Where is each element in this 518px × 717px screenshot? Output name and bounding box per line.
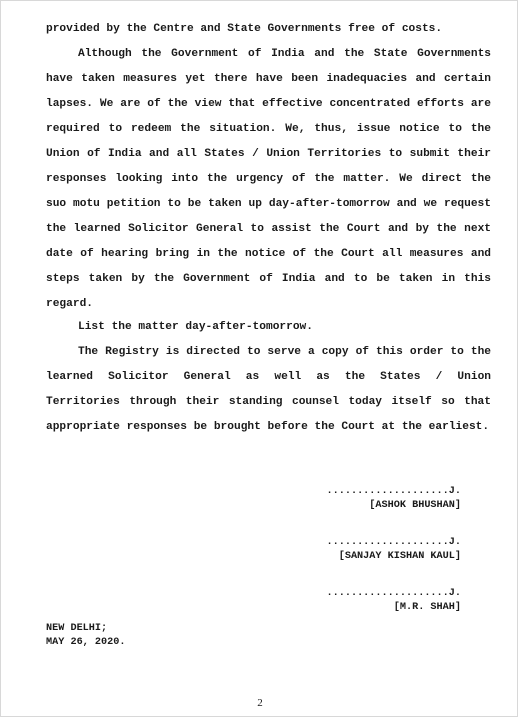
paragraph-notice: Although the Government of India and the State Governments have taken measures yet there have been inadequacies and certain lapses. We are of the view that effective concentrated efforts are required to redeem the situation. We, thus, issue notice to the Union of India and all States / Union Territories to submit their responses looking into the urgency of the matter. We direct the suo motu petition to be taken up day-after-tomorrow and we request the learned Solicitor General to assist the Court and by the next date of hearing bring in the notice of the Court all measures and steps taken by the Government of India and to be taken in this regard. (46, 48, 491, 310)
signature-line: ....................J. (326, 537, 461, 548)
date: MAY 26, 2020. (46, 637, 126, 648)
signature-block-1 (261, 485, 461, 513)
paragraph-listing: List the matter day-after-tomorrow. (78, 321, 313, 333)
judge-name: [SANJAY KISHAN KAUL] (338, 551, 461, 562)
signature-line: ....................J. (326, 486, 461, 497)
signature-block-2 (261, 536, 461, 564)
judge-name: [M.R. SHAH] (393, 602, 461, 613)
paragraph-registry: The Registry is directed to serve a copy of this order to the learned Solicitor General as well as the States / Union Territories through their standing counsel today itself so that appropriate responses be brought before the Court at the earliest. (46, 346, 491, 433)
judge-name: [ASHOK BHUSHAN] (369, 500, 461, 511)
signature-line: ....................J. (326, 588, 461, 599)
paragraph-continuation: provided by the Centre and State Governments free of costs. (46, 23, 443, 35)
signature-block-3 (261, 587, 461, 615)
page-number: 2 (257, 697, 263, 709)
place: NEW DELHI; (46, 623, 108, 634)
place-date-block (46, 622, 125, 650)
